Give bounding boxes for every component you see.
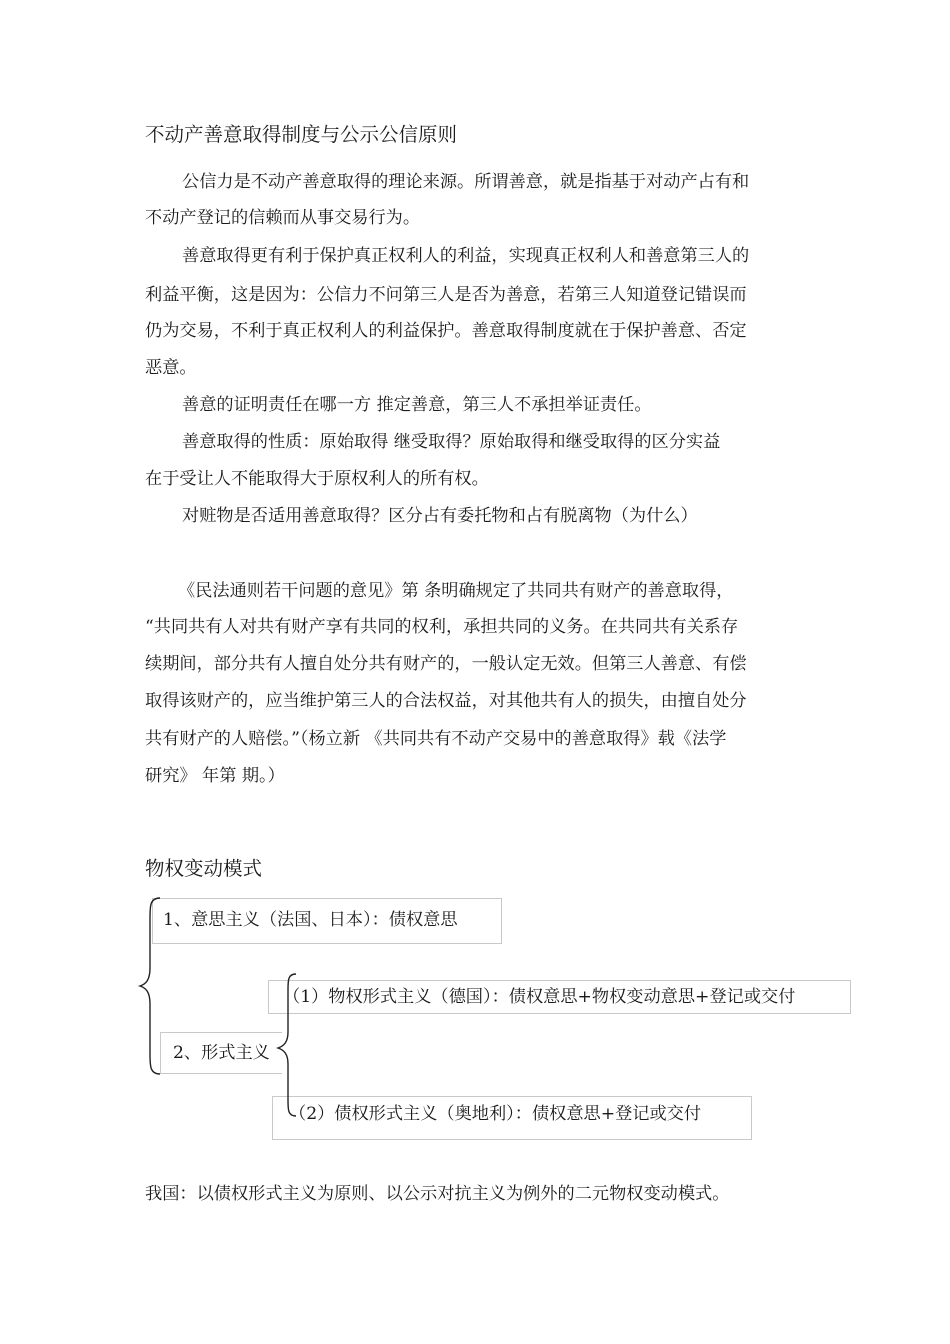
quote-line: 研究》 年第 期。） xyxy=(145,766,285,786)
left-brace-icon xyxy=(136,896,166,1076)
quote-line: 取得该财产的，应当维护第三人的合法权益，对其他共有人的损失，由擅自处分 xyxy=(145,691,747,711)
node-label: （1）物权形式主义（德国）：债权意思+物权变动意思+登记或交付 xyxy=(283,987,796,1007)
paragraph-line: 不动产登记的信赖而从事交易行为。 xyxy=(145,208,421,228)
paragraph-line: 善意的证明责任在哪一方 推定善意，第三人不承担举证责任。 xyxy=(182,395,652,415)
quote-line: 《民法通则若干问题的意见》第 条明确规定了共同共有财产的善意取得， xyxy=(178,581,734,601)
node-claim-form-doctrine xyxy=(272,1096,752,1140)
paragraph-line: 在于受让人不能取得大于原权利人的所有权。 xyxy=(145,469,489,489)
heading-good-faith: 不动产善意取得制度与公示公信原则 xyxy=(145,123,458,146)
paragraph-line: 仍为交易，不利于真正权利人的利益保护。善意取得制度就在于保护善意、否定 xyxy=(145,321,747,341)
paragraph-line: 恶意。 xyxy=(145,358,197,378)
paragraph-line: 利益平衡，这是因为：公信力不问第三人是否为善意，若第三人知道登记错误而 xyxy=(145,285,747,305)
node-property-form-doctrine xyxy=(268,980,851,1014)
node-label: （2）债权形式主义（奥地利）：债权意思+登记或交付 xyxy=(289,1104,702,1124)
paragraph-line: 善意取得的性质：原始取得 继受取得？原始取得和继受取得的区分实益 xyxy=(182,432,721,452)
quote-line: 续期间，部分共有人擅自处分共有财产的，一般认定无效。但第三人善意、有偿 xyxy=(145,654,747,674)
heading-property-change-mode: 物权变动模式 xyxy=(145,857,263,880)
quote-line: “共同共有人对共有财产享有共同的权利，承担共同的义务。在共同共有关系存 xyxy=(145,617,739,637)
node-intention-doctrine xyxy=(152,898,502,944)
paragraph-line: 公信力是不动产善意取得的理论来源。所谓善意，就是指基于对动产占有和 xyxy=(182,172,750,192)
paragraph-line: 对赃物是否适用善意取得？区分占有委托物和占有脱离物（为什么） xyxy=(182,506,698,526)
conclusion-line: 我国：以债权形式主义为原则、以公示对抗主义为例外的二元物权变动模式。 xyxy=(145,1184,730,1204)
quote-line: 共有财产的人赔偿。”（杨立新 《共同共有不动产交易中的善意取得》载《法学 xyxy=(145,729,727,749)
node-form-doctrine xyxy=(160,1032,282,1074)
inner-brace-icon xyxy=(270,972,300,1118)
paragraph-line: 善意取得更有利于保护真正权利人的利益，实现真正权利人和善意第三人的 xyxy=(182,246,750,266)
node-label: 2、形式主义 xyxy=(173,1043,270,1063)
node-label: 1、意思主义（法国、日本）：债权意思 xyxy=(163,910,458,930)
